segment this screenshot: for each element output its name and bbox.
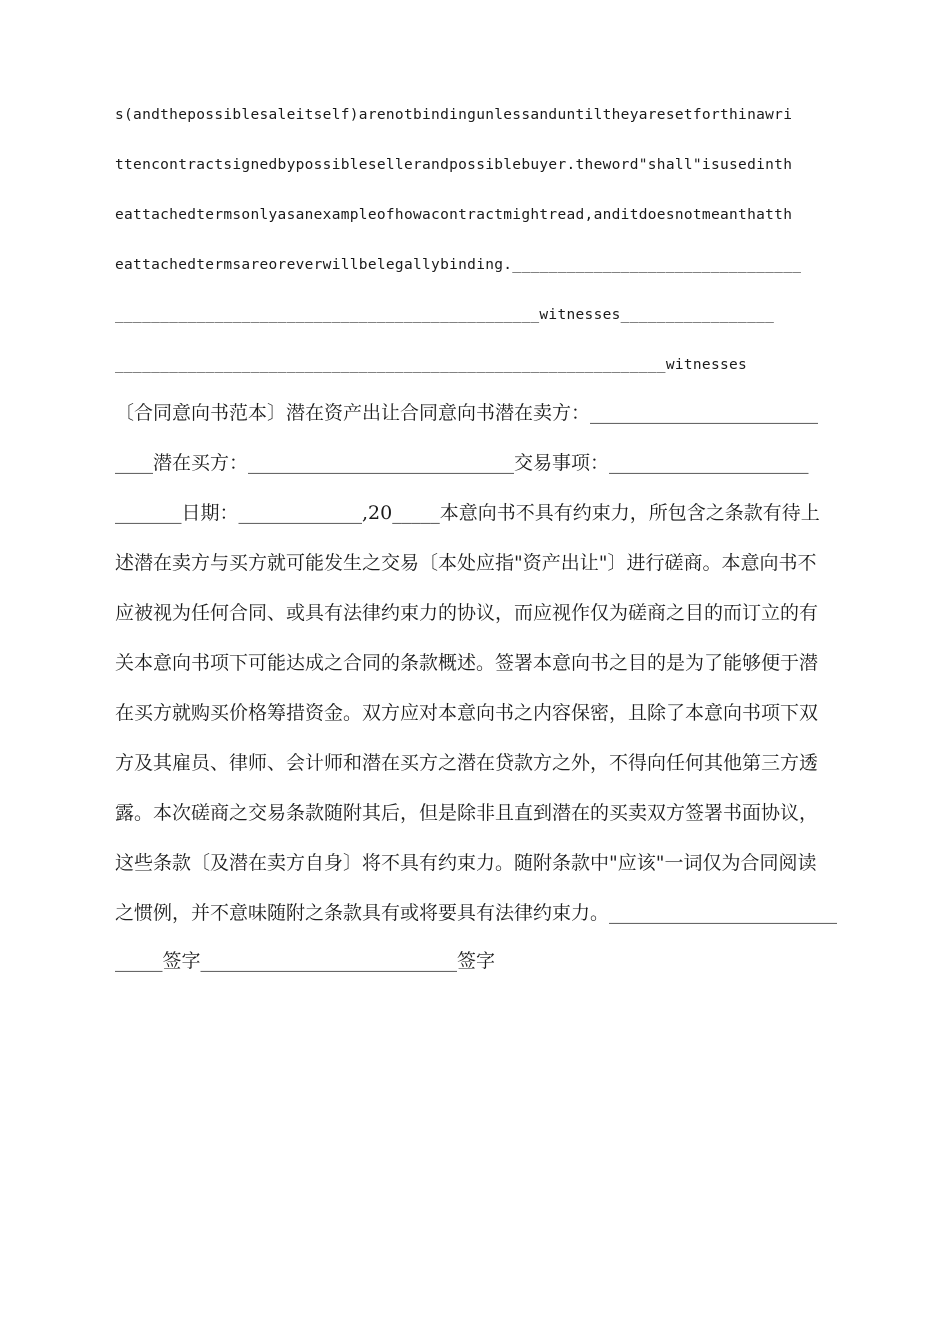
english-text-line-2: ttencontractsignedbypossiblesellerandpossiblebuyer.theword"shall"isusedinth: [115, 157, 793, 173]
chinese-text-line-2: ____潜在买方：____________________________交易事项：_____________________: [115, 452, 809, 474]
chinese-text-line-4: 述潜在卖方与买方就可能发生之交易〔本处应指"资产出让"〕进行磋商。本意向书不: [115, 552, 817, 574]
chinese-text-line-3: _______日期：_____________,20_____本意向书不具有约束力，所包含之条款有待上: [115, 502, 820, 524]
chinese-text-line-7: 在买方就购买价格筹措资金。双方应对本意向书之内容保密，且除了本意向书项下双: [115, 702, 819, 724]
chinese-text-line-10: 这些条款〔及潜在卖方自身〕将不具有约束力。随附条款中"应该"一词仅为合同阅读: [115, 852, 817, 874]
chinese-text-line-6: 关本意向书项下可能达成之合同的条款概述。签署本意向书之目的是为了能够便于潜: [115, 652, 819, 674]
english-text-line-3: eattachedtermsonlyasanexampleofhowacontractmightread,anditdoesnotmeanthatth: [115, 207, 793, 223]
signature-line: _____签字___________________________签字: [115, 950, 496, 972]
chinese-text-line-1: 〔合同意向书范本〕潜在资产出让合同意向书潜在卖方：________________________: [115, 402, 819, 424]
witness-signature-line-1: _______________________________________________witnesses_________________: [115, 307, 775, 323]
chinese-text-line-11: 之惯例，并不意味随附之条款具有或将要具有法律约束力。________________________: [115, 902, 837, 924]
english-text-line-4: eattachedtermsareoreverwillbelegallybinding.________________________________: [115, 257, 802, 273]
witness-signature-line-2: _____________________________________________________________witnesses: [115, 357, 748, 373]
chinese-text-line-5: 应被视为任何合同、或具有法律约束力的协议，而应视作仅为磋商之目的而订立的有: [115, 602, 819, 624]
chinese-text-line-8: 方及其雇员、律师、会计师和潜在买方之潜在贷款方之外，不得向任何其他第三方透: [115, 752, 819, 774]
english-text-line-1: s(andthepossiblesaleitself)arenotbindingunlessanduntiltheyaresetforthinawri: [115, 107, 793, 123]
chinese-text-line-9: 露。本次磋商之交易条款随附其后，但是除非且直到潜在的买卖双方签署书面协议，: [115, 802, 819, 824]
